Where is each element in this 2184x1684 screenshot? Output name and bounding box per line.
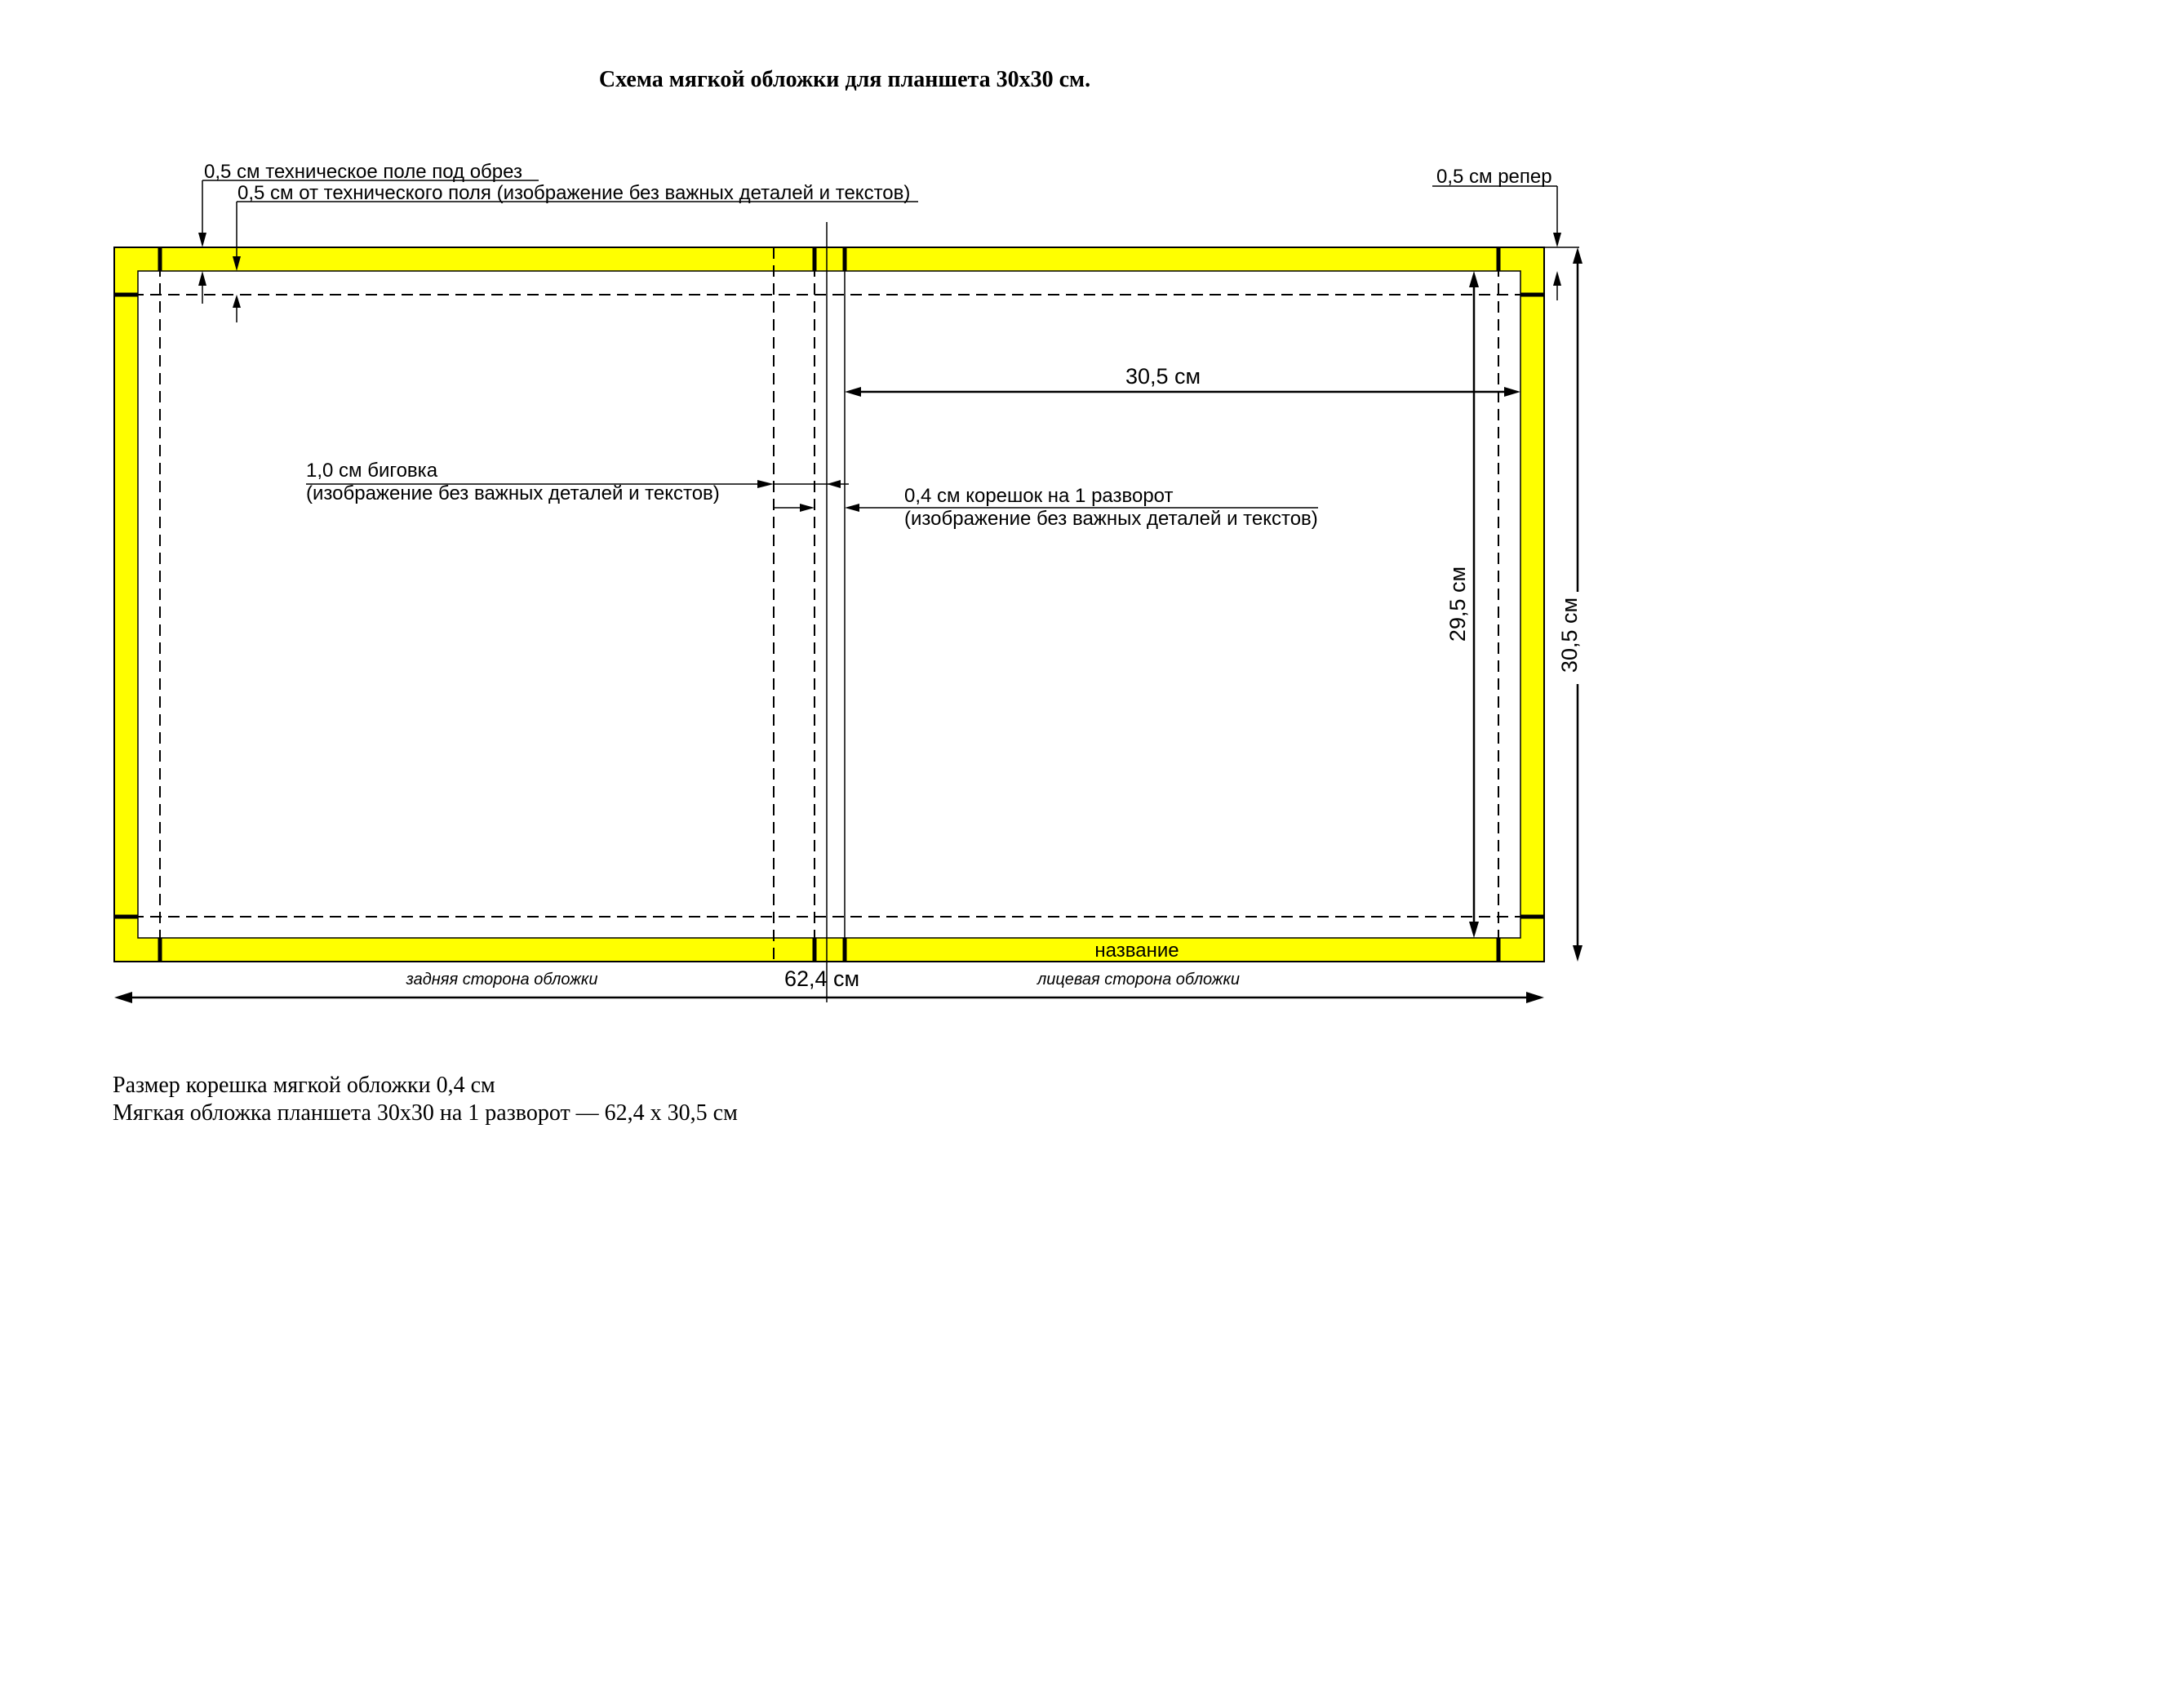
safe-zone-label: 0,5 см от технического поля (изображение без важных деталей и текстов)	[237, 182, 911, 204]
note-cover-size: Мягкая обложка планшета 30х30 на 1 разворот — 62,4 х 30,5 см	[113, 1100, 738, 1126]
back-side-label: задняя сторона обложки	[406, 971, 598, 989]
scoring-label-line1: 1,0 см биговка	[306, 460, 438, 482]
total-height-label: 30,5 см	[1557, 597, 1582, 673]
tech-field-label: 0,5 см техническое поле под обрез	[204, 161, 522, 183]
title-placeholder-label: название	[1094, 940, 1179, 962]
front-width-label: 30,5 см	[1125, 364, 1201, 389]
front-side-label: лицевая сторона обложки	[1037, 971, 1241, 989]
inner-height-label: 29,5 см	[1445, 566, 1470, 642]
page-title: Схема мягкой обложки для планшета 30х30 см.	[598, 67, 1091, 92]
total-width-label: 62,4 см	[783, 966, 860, 991]
note-spine-size: Размер корешка мягкой обложки 0,4 см	[113, 1073, 495, 1098]
total-height-dimension	[1557, 247, 1583, 962]
spine-label-line2: (изображение без важных деталей и текстов)	[904, 508, 1318, 530]
total-width-dimension	[114, 966, 1544, 1003]
trim-area	[138, 271, 1520, 938]
scoring-label-line2: (изображение без важных деталей и текстов)	[306, 482, 720, 504]
reper-label: 0,5 см репер	[1436, 166, 1552, 188]
spine-label-line1: 0,4 см корешок на 1 разворот	[904, 485, 1174, 507]
